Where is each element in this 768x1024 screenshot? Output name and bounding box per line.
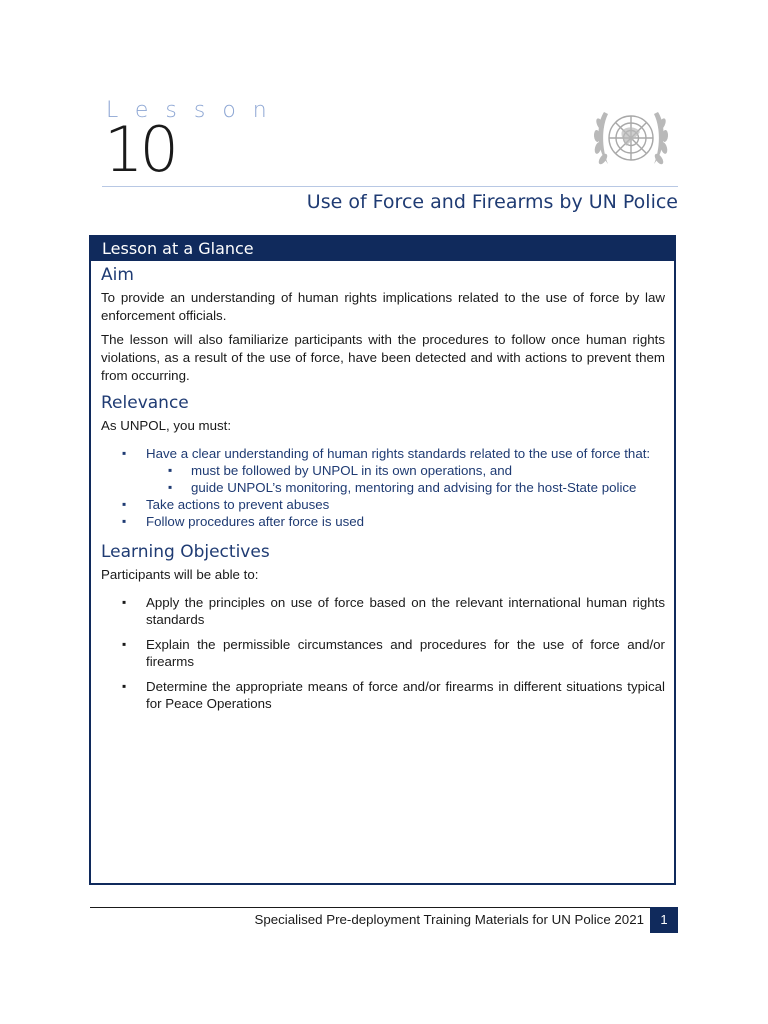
footer-text: Specialised Pre-deployment Training Materials for UN Police 2021	[254, 912, 644, 927]
objectives-intro: Participants will be able to:	[101, 567, 259, 582]
aim-paragraph: The lesson will also familiarize participants with the procedures to follow once human rights violations, as a result of the use of force, have been detected and with actions to prevent them from occurring.	[101, 332, 665, 383]
box-body	[91, 265, 674, 712]
objectives-list	[101, 594, 665, 712]
list-item: ▪ Apply the principles on use of force based on the relevant international human rights standards	[101, 594, 665, 628]
list-item: ▪ Explain the permissible circumstances and procedures for the use of force and/or firearms	[101, 636, 665, 670]
footer-divider	[90, 907, 650, 908]
list-item: ▪ guide UNPOL’s monitoring, mentoring and advising for the host-State police	[146, 479, 665, 496]
lesson-label: Lesson	[106, 98, 284, 123]
relevance-heading: Relevance	[101, 393, 189, 413]
page-number: 1	[650, 907, 678, 933]
un-emblem-icon	[586, 98, 676, 180]
list-item	[101, 445, 665, 496]
objectives-heading: Learning Objectives	[101, 542, 270, 562]
relevance-intro: As UNPOL, you must:	[101, 418, 232, 433]
lesson-at-a-glance-box	[89, 235, 676, 885]
list-item: ▪ Determine the appropriate means of force and/or firearms in different situations typical for Peace Operations	[101, 678, 665, 712]
aim-heading: Aim	[101, 265, 134, 285]
list-item-text: Have a clear understanding of human rights standards related to the use of force that:	[146, 446, 651, 461]
list-item: ▪ must be followed by UNPOL in its own operations, and	[146, 462, 665, 479]
lesson-number: 10	[104, 113, 175, 186]
aim-paragraph: To provide an understanding of human rights implications related to the use of force by law enforcement officials.	[101, 290, 665, 323]
list-item: ▪ Follow procedures after force is used	[101, 513, 665, 530]
relevance-sublist	[146, 462, 665, 496]
list-item: ▪ Take actions to prevent abuses	[101, 496, 665, 513]
header-divider	[102, 186, 678, 187]
box-header: Lesson at a Glance	[91, 237, 674, 261]
lesson-title: Use of Force and Firearms by UN Police	[306, 191, 678, 213]
relevance-list	[101, 445, 665, 530]
